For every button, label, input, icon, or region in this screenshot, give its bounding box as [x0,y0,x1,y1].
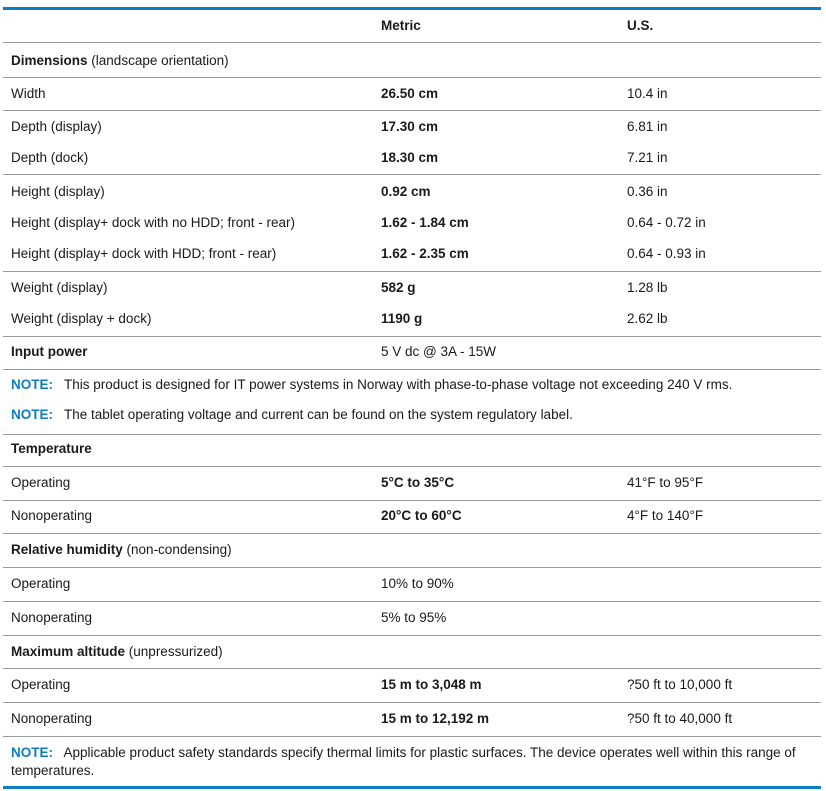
metric-value: 582 g [381,280,416,295]
metric-value: 5°C to 35°C [381,475,455,490]
note-label: NOTE: [11,745,53,760]
metric-value: 1190 g [381,311,423,326]
metric-value: 1.62 - 1.84 cm [381,215,469,230]
row-label: Weight (display) [11,280,108,295]
divider [3,736,821,737]
divider [3,567,821,568]
note-thermal-limits [11,744,811,780]
divider [3,635,821,636]
us-value: 0.64 - 0.72 in [627,215,706,230]
row-label: Height (display+ dock with HDD; front - rear) [11,246,277,261]
row-label: Width [11,86,46,101]
divider [3,500,821,501]
note-norway [11,376,811,394]
divider [3,702,821,703]
dimensions-heading: Dimensions (landscape orientation) [11,53,229,68]
us-value: 10.4 in [627,86,668,101]
note-text: Applicable product safety standards specify thermal limits for plastic surfaces. The device operates well within this range of temperatures. [11,745,796,778]
row-label: Nonoperating [11,610,93,625]
row-label: Height (display+ dock with no HDD; front - rear) [11,215,295,230]
metric-value: 15 m to 3,048 m [381,677,482,692]
note-text: This product is designed for IT power systems in Norway with phase-to-phase voltage not exceeding 240 V rms. [64,377,733,392]
divider [3,668,821,669]
top-rule [3,7,821,10]
us-value: 0.64 - 0.93 in [627,246,706,261]
divider [3,336,821,337]
bottom-rule [3,786,821,789]
divider [3,434,821,435]
metric-value: 15 m to 12,192 m [381,711,490,726]
note-label: NOTE: [11,377,53,392]
metric-value: 18.30 cm [381,150,439,165]
us-value: ?50 ft to 40,000 ft [627,711,733,726]
row-label: Operating [11,576,71,591]
metric-value: 10% to 90% [381,576,454,591]
temperature-heading: Temperature [11,441,92,456]
divider [3,174,821,175]
us-value: ?50 ft to 10,000 ft [627,677,733,692]
metric-value: 1.62 - 2.35 cm [381,246,469,261]
us-value: 41°F to 95°F [627,475,704,490]
input-power-value: 5 V dc @ 3A - 15W [381,344,497,359]
row-label: Operating [11,475,71,490]
divider [3,466,821,467]
us-column-header: U.S. [627,18,654,33]
row-label: Height (display) [11,184,105,199]
row-label: Depth (display) [11,119,102,134]
divider [3,42,821,43]
metric-value: 26.50 cm [381,86,439,101]
divider [3,77,821,78]
row-label: Nonoperating [11,508,93,523]
metric-column-header: Metric [381,18,421,33]
us-value: 0.36 in [627,184,668,199]
metric-value: 17.30 cm [381,119,439,134]
row-label: Operating [11,677,71,692]
humidity-heading: Relative humidity (non-condensing) [11,542,232,557]
input-power-label: Input power [11,344,88,359]
row-label: Weight (display + dock) [11,311,152,326]
us-value: 2.62 lb [627,311,668,326]
divider [3,601,821,602]
us-value: 6.81 in [627,119,668,134]
metric-value: 20°C to 60°C [381,508,462,523]
altitude-heading: Maximum altitude (unpressurized) [11,644,223,659]
us-value: 7.21 in [627,150,668,165]
divider [3,110,821,111]
divider [3,271,821,272]
us-value: 4°F to 140°F [627,508,704,523]
note-label: NOTE: [11,407,53,422]
divider [3,369,821,370]
row-label: Nonoperating [11,711,93,726]
row-label: Depth (dock) [11,150,89,165]
us-value: 1.28 lb [627,280,668,295]
metric-value: 5% to 95% [381,610,447,625]
note-text: The tablet operating voltage and current can be found on the system regulatory label. [64,407,573,422]
metric-value: 0.92 cm [381,184,431,199]
divider [3,533,821,534]
note-regulatory-label [11,406,811,424]
